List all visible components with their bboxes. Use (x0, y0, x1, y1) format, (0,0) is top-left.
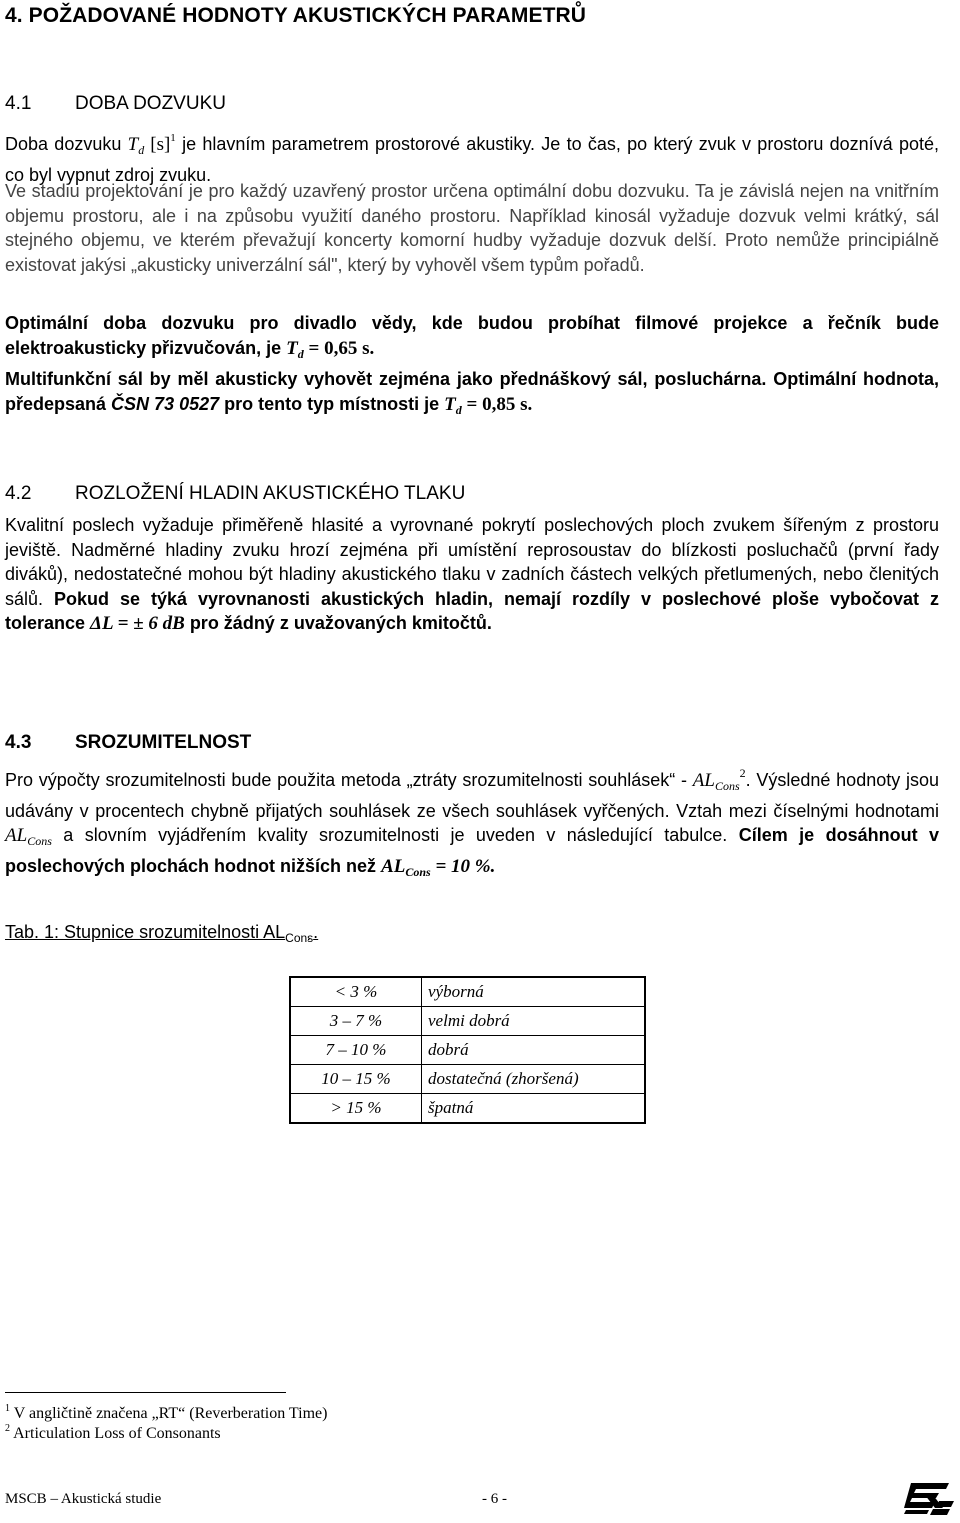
symbol-delta-L: ΔL (90, 613, 113, 635)
footer-document-name: MSCB – Akustická studie (5, 1491, 162, 1507)
text: Cílem je dosáhnout v poslechových plochách hodnot nižších než (5, 825, 940, 876)
value-0-85: = 0,85 s. (461, 393, 533, 415)
symbol-AL: AL (5, 825, 28, 847)
table-row (290, 1065, 645, 1094)
footnote-mark: 2 (5, 1423, 10, 1434)
table-cell-range: 10 – 15 % (290, 1065, 422, 1094)
paragraph-design-stage (5, 179, 939, 277)
caption-text: . (313, 922, 319, 942)
table-cell-quality: špatná (422, 1094, 646, 1124)
footnote-2 (5, 1423, 221, 1443)
caption-subscript: Cons (285, 931, 314, 945)
text: Například kinosál vyžaduje dozvuk velmi krátký, sál stejného objemu, ve kterém převažují koncerty komorní hudby vyžaduje dozvuk delší. (5, 205, 940, 251)
section-title: DOBA DOZVUKU (75, 93, 226, 114)
company-logo-icon (903, 1481, 955, 1517)
page-title: 4. POŽADOVANÉ HODNOTY AKUSTICKÝCH PARAMETRŮ (5, 4, 587, 27)
text: Optimální doba dozvuku pro divadlo vědy, kde budou probíhat filmové projekce a řečník bude elektroakusticky přizvučován, je (5, 313, 939, 358)
tolerance-value: = ± 6 dB (112, 613, 185, 635)
table-cell-quality: dobrá (422, 1036, 646, 1065)
subscript-d: d (455, 402, 462, 417)
text: Pokud se týká vyrovnanosti akustických hladin, nemají rozdíly v poslechové ploše vybočovat z tolerance (5, 588, 939, 634)
footnote-ref-2[interactable]: 2 (739, 766, 746, 780)
text: je hlavním parametrem prostorové akustiky. Je to čas, po který zvuk v prostoru doznívá poté, co byl vypnut zdroj zvuku. (5, 134, 939, 185)
table-row (290, 1036, 645, 1065)
text: pro žádný z uvažovaných kmitočtů. (184, 613, 492, 634)
table-cell-range: < 3 % (290, 977, 422, 1007)
text: pro tento typ místnosti je (219, 393, 445, 414)
section-4-2-heading (5, 483, 465, 505)
subscript-d: d (297, 346, 304, 361)
section-4-1-heading (5, 93, 226, 115)
table-cell-quality: velmi dobrá (422, 1007, 646, 1036)
unit-seconds: [s] (144, 134, 171, 155)
subscript-cons: Cons (27, 834, 52, 849)
symbol-AL: AL (692, 770, 715, 791)
paragraph-reverb-definition (5, 126, 939, 187)
caption-text: Tab. 1: Stupnice srozumitelnosti AL (5, 922, 286, 942)
symbol-AL: AL (381, 855, 406, 877)
subscript-cons: Cons (405, 864, 431, 879)
section-number: 4.2 (5, 483, 32, 504)
target-value: = 10 %. (430, 855, 496, 877)
symbol-T: T (286, 337, 298, 359)
text: Proto nemůže principiálně existovat jakýsi „akusticky univerzální sál", který by vyhověl všem typům pořadů. (5, 230, 939, 275)
text: Kvalitní poslech vyžaduje přiměřeně hlasité a vyrovnané pokrytí poslechových ploch zvukem šířeným z prostoru jeviště. (5, 515, 939, 560)
table-row (290, 977, 645, 1007)
text: Ve stadiu projektování je pro každý uzavřený prostor určena optimální dobu dozvuku. Ta je závislá nejen na vnitřním objemu prostoru, ale i na způsobu využití daného prostoru. (5, 181, 939, 226)
table-cell-range: 7 – 10 % (290, 1036, 422, 1065)
paragraph-sound-levels (5, 513, 939, 637)
text: Multifunkční sál by měl akusticky vyhovět zejména jako přednáškový sál, posluchárna. Optimální hodnota, předepsaná (5, 369, 939, 414)
value-0-65: = 0,65 s. (303, 337, 375, 359)
symbol-T: T (127, 134, 139, 155)
footnote-mark: 1 (5, 1403, 10, 1414)
footnote-divider (5, 1392, 286, 1393)
text: Pro výpočty srozumitelnosti bude použita metoda „ztráty srozumitelnosti souhlásek“ - (5, 770, 693, 790)
section-title: SROZUMITELNOST (75, 732, 252, 753)
text: Nadměrné hladiny zvuku hrozí zejména při umístění reprosoustav do blízkosti posluchačů (první řady diváků), nedostatečné mohou být hladiny akustického tlaku v zadních částech velkých přetlumených, nebo členitých sálů. (5, 539, 939, 609)
table-cell-range: > 15 % (290, 1094, 422, 1124)
paragraph-intelligibility (5, 761, 939, 884)
section-number: 4.1 (5, 93, 32, 114)
paragraph-science-theatre (5, 311, 939, 366)
intelligibility-scale-table (289, 976, 646, 1124)
symbol-T: T (444, 393, 456, 415)
section-title: ROZLOŽENÍ HLADIN AKUSTICKÉHO TLAKU (75, 483, 466, 504)
text: Doba dozvuku (5, 134, 128, 154)
table-row (290, 1007, 645, 1036)
table-cell-quality: dostatečná (zhoršená) (422, 1065, 646, 1094)
footnote-ref-1[interactable]: 1 (170, 132, 176, 144)
footnote-text: Articulation Loss of Consonants (10, 1425, 221, 1442)
subscript-d: d (138, 143, 145, 157)
text: . Výsledné hodnoty jsou udávány v procentech chybně přijatých souhlásek ze všech souhlásek vyřčených. (5, 770, 939, 821)
table-cell-range: 3 – 7 % (290, 1007, 422, 1036)
table-caption (5, 922, 318, 945)
section-4-3-heading (5, 732, 251, 754)
paragraph-multifunction-hall (5, 367, 939, 422)
text: a slovním vyjádřením kvality srozumitelnosti je uveden v následující tabulce. (51, 825, 728, 846)
text: Vztah mezi číselnými hodnotami (669, 800, 940, 821)
footnote-1 (5, 1403, 327, 1423)
footer-page-number: - 6 - (482, 1491, 507, 1507)
table-cell-quality: výborná (422, 977, 646, 1007)
subscript-cons: Cons (714, 779, 740, 793)
footnote-text: V angličtině značena „RT“ (Reverberation Time) (10, 1405, 328, 1422)
norm-reference: ČSN 73 0527 (111, 393, 220, 414)
section-number: 4.3 (5, 732, 32, 753)
table-row (290, 1094, 645, 1124)
